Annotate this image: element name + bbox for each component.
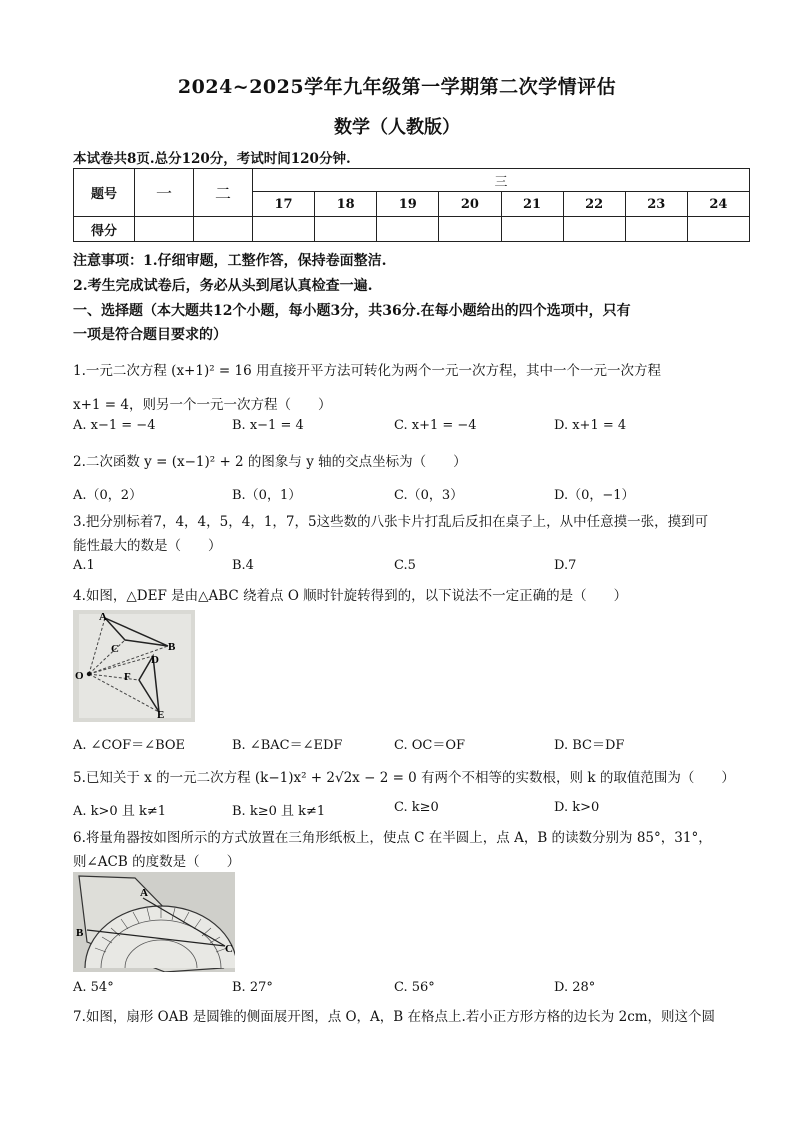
q3-stem-line1: 3.把分别标着7，4，4，5，4，1，7，5这些数的八张卡片打乱后反扣在桌子上，从中任意摸一张，摸到可	[73, 514, 709, 530]
score-cell[interactable]	[501, 217, 563, 242]
label-b: B	[76, 927, 84, 939]
label-b: B	[168, 641, 176, 653]
q4-rotation-figure	[73, 610, 195, 722]
q4-stem: 4.如图，△DEF 是由△ABC 绕着点 O 顺时针旋转得到的，以下说法不一定正确的是（ ）	[73, 588, 628, 604]
q6-protractor-figure	[73, 872, 235, 972]
q1-option-c[interactable]: C. x+1 = −4	[394, 418, 477, 433]
row-label-score: 得分	[74, 217, 135, 242]
q6-stem-line2: 则∠ACB 的度数是（ ）	[73, 854, 241, 870]
q4-option-a[interactable]: A. ∠COF＝∠BOE	[73, 738, 186, 753]
q4-option-c[interactable]: C. OC＝OF	[394, 738, 466, 753]
q5-option-b[interactable]: B. k≥0 且 k≠1	[232, 804, 326, 819]
q5-stem: 5.已知关于 x 的一元二次方程 (k−1)x² + 2√2x − 2 = 0 有两个不相等的实数根，则 k 的取值范围为（ ）	[73, 770, 735, 786]
section-heading-line1: 一、选择题（本大题共12个小题，每小题3分，共36分.在每小题给出的四个选项中，只有	[73, 303, 631, 319]
q1-option-b[interactable]: B. x−1 = 4	[232, 418, 304, 433]
q6-option-b[interactable]: B. 27°	[232, 980, 273, 995]
col-header-17: 17	[253, 192, 315, 217]
q2-option-c[interactable]: C.（0，3）	[394, 488, 464, 503]
col-header-23: 23	[625, 192, 687, 217]
col-header-18: 18	[315, 192, 377, 217]
exam-info: 本试卷共8页.总分120分，考试时间120分钟.	[73, 151, 351, 167]
page-title: 2024~2025学年九年级第一学期第二次学情评估	[177, 76, 617, 98]
col-header-21: 21	[501, 192, 563, 217]
q4-option-b[interactable]: B. ∠BAC＝∠EDF	[232, 738, 343, 753]
note-1: 注意事项：1.仔细审题，工整作答，保持卷面整洁.	[73, 253, 387, 269]
q2-option-b[interactable]: B.（0，1）	[232, 488, 302, 503]
q2-option-d[interactable]: D.（0，−1）	[554, 488, 635, 503]
q3-option-b[interactable]: B.4	[232, 558, 254, 573]
q6-option-c[interactable]: C. 56°	[394, 980, 435, 995]
label-d: D	[151, 654, 159, 666]
q3-stem-line2: 能性最大的数是（ ）	[73, 538, 222, 554]
q1-stem-line1: 1.一元二次方程 (x+1)² = 16 用直接开平方法可转化为两个一元一次方程，其中一个一元一次方程	[73, 363, 661, 379]
q2-stem: 2.二次函数 y = (x−1)² + 2 的图象与 y 轴的交点坐标为（ ）	[73, 454, 467, 470]
score-cell[interactable]	[377, 217, 439, 242]
q5-option-d[interactable]: D. k>0	[554, 800, 600, 815]
col-header-20: 20	[439, 192, 501, 217]
q5-option-a[interactable]: A. k>0 且 k≠1	[73, 804, 166, 819]
q6-stem-line1: 6.将量角器按如图所示的方式放置在三角形纸板上，使点 C 在半圆上，点 A，B 的读数分别为 85°，31°，	[73, 830, 712, 846]
label-f: F	[124, 671, 131, 683]
q6-option-d[interactable]: D. 28°	[554, 980, 596, 995]
q4-option-d[interactable]: D. BC＝DF	[554, 738, 625, 753]
q1-option-d[interactable]: D. x+1 = 4	[554, 418, 627, 433]
score-cell[interactable]	[315, 217, 377, 242]
col-header-22: 22	[563, 192, 625, 217]
figure-paper	[79, 614, 191, 718]
score-table	[73, 168, 750, 242]
score-cell[interactable]	[135, 217, 194, 242]
q7-stem-line1: 7.如图，扇形 OAB 是圆锥的侧面展开图，点 O，A，B 在格点上.若小正方形方格的边长为 2cm，则这个圆	[73, 1009, 716, 1025]
q3-option-a[interactable]: A.1	[73, 558, 95, 573]
score-cell[interactable]	[625, 217, 687, 242]
label-a: A	[140, 887, 148, 899]
q6-option-a[interactable]: A. 54°	[73, 980, 114, 995]
section-heading-line2: 一项是符合题目要求的）	[73, 327, 227, 343]
col-header-24: 24	[687, 192, 749, 217]
q2-option-a[interactable]: A.（0，2）	[73, 488, 143, 503]
score-cell[interactable]	[253, 217, 315, 242]
note-2: 2.考生完成试卷后，务必从头到尾认真检查一遍.	[73, 278, 373, 294]
score-cell[interactable]	[563, 217, 625, 242]
col-header-two: 二	[194, 169, 253, 217]
score-cell[interactable]	[687, 217, 749, 242]
point-o	[87, 672, 91, 676]
score-cell[interactable]	[439, 217, 501, 242]
col-header-19: 19	[377, 192, 439, 217]
q3-option-c[interactable]: C.5	[394, 558, 416, 573]
q1-option-a[interactable]: A. x−1 = −4	[73, 418, 156, 433]
row-label-question-number: 题号	[74, 169, 135, 217]
label-c: C	[225, 943, 233, 955]
q1-stem-line2: x+1 = 4，则另一个一元一次方程（ ）	[73, 397, 332, 413]
q3-option-d[interactable]: D.7	[554, 558, 577, 573]
q5-option-c[interactable]: C. k≥0	[394, 800, 439, 815]
score-cell[interactable]	[194, 217, 253, 242]
label-e: E	[157, 709, 165, 721]
col-header-three: 三	[253, 169, 750, 192]
label-c: C	[111, 643, 119, 655]
page-subtitle: 数学（人教版）	[334, 117, 460, 138]
col-header-one: 一	[135, 169, 194, 217]
label-a: A	[99, 611, 107, 623]
label-o: O	[75, 670, 84, 682]
